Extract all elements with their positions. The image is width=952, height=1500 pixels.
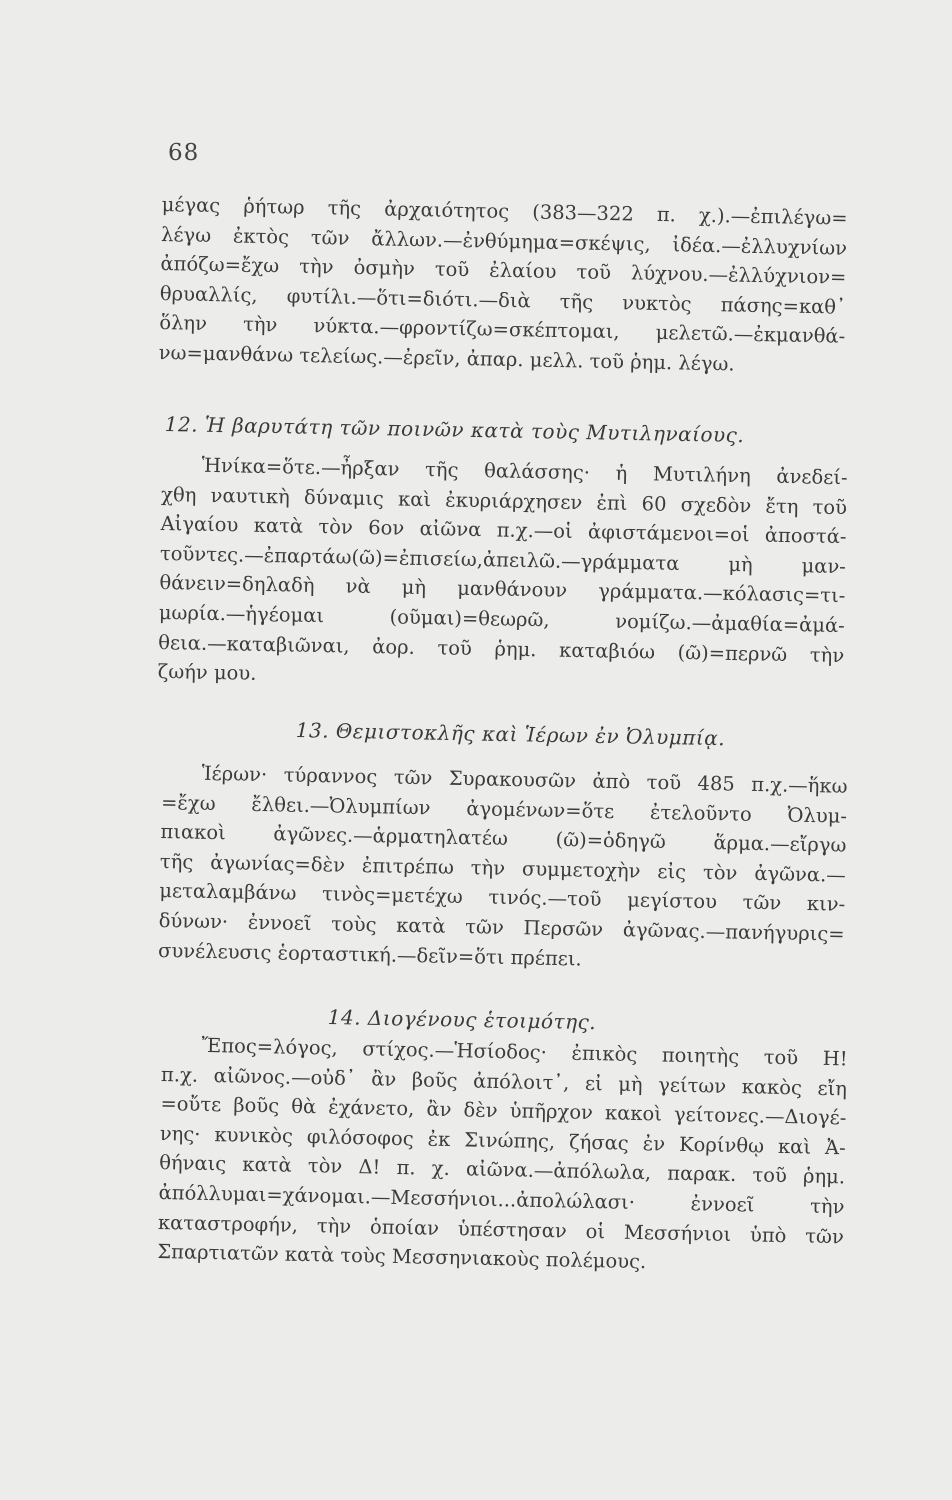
text-line: Ἔπος=λόγος, στίχος.—Ἡσίοδος· ἐπικὸς ποιητὴς τοῦ Η! [201,1033,848,1071]
text-line: χθη ναυτικὴ δύναμις καὶ ἐκυριάρχησεν ἐπὶ 60 σχεδὸν ἔτη τοῦ [160,482,848,519]
text-line: νης· κυνικὸς φιλόσοφος ἐκ Σινώπης, ζήσας ἐν Κορίνθῳ καὶ Ἀ- [159,1121,846,1160]
text-line: =ἔχω ἔλθει.—Ὀλυμπίων ἀγομένων=ὅτε ἐτελοῦντο Ὀλυμ- [160,790,848,828]
text-line: θάνειν=δηλαδὴ νὰ μὴ μανθάνουν γράμματα.—κόλασις=τι- [159,571,846,608]
text-line: τοῦντες.—ἐπαρτάω(ῶ)=ἐπισείω,ἀπειλῶ.—γράμματα μὴ μαν- [159,541,847,578]
glossary-paragraph-11 [158,190,847,381]
text-line: =οὔτε βοῦς θὰ ἐχάνετο, ἂν δὲν ὑπῆρχον κακοὶ γείτονες.—Διογέ- [160,1092,847,1130]
text-line: θεια.—καταβιῶναι, ἀορ. τοῦ ῥημ. καταβιόω (ῶ)=περνῶ τὴν [158,630,845,667]
text-line: Ἱέρων· τύραννος τῶν Συρακουσῶν ἀπὸ τοῦ 485 π.χ.—ἥκω [201,761,848,798]
text-line: πιακοὶ ἀγῶνες.—ἁρματηλατέω (ῶ)=ὁδηγῶ ἅρμα.—εἴργω [160,820,847,857]
glossary-paragraph-12 [157,450,847,700]
text-line: Ἡνίκα=ὅτε.—ἦρξαν τῆς θαλάσσης· ἡ Μυτιλήνη ἀνεδεί- [201,453,848,490]
text-line: λέγω ἐκτὸς τῶν ἄλλων.—ἐνθύμημα=σκέψις, ἰδέα.—ἐλλυχνίων [160,222,848,260]
section-heading-13: 13. Θεμιστοκλῆς καὶ Ἱέρων ἐν Ὀλυμπίᾳ. [295,718,726,751]
text-line: μεταλαμβάνω τινὸς=μετέχω τινός.—τοῦ μεγίστου τῶν κιν- [159,879,846,917]
text-line: μωρία.—ἡγέομαι (οῦμαι)=θεωρῶ, νομίζω.—ἀμαθία=ἀμά- [158,600,845,638]
text-line: ἀπόλλυμαι=χάνομαι.—Μεσσήνιοι...ἀπολώλασι· ἐννοεῖ τὴν [158,1180,845,1219]
section-heading-14: 14. Διογένους ἑτοιμότης. [327,1005,597,1035]
text-line: Αἰγαίου κατὰ τὸν 6ον αἰῶνα π.χ.—οἱ ἀφιστάμενοι=οἱ ἀποστά- [160,512,847,549]
section-heading-12: 12. Ἡ βαρυτάτη τῶν ποινῶν κατὰ τοὺς Μυτιληναίους. [164,412,745,448]
text-line: συνέλευσις ἑορταστική.—δεῖν=ὅτι πρέπει. [157,938,582,971]
text-line: νω=μανθάνω τελείως.—ἐρεῖν, ἀπαρ. μελλ. τοῦ ῥημ. λέγω. [158,340,735,376]
text-line: μέγας ῥήτωρ τῆς ἀρχαιότητος (383—322 π. χ.).—ἐπιλέγω= [161,192,848,230]
text-line: καταστροφήν, τὴν ὁποίαν ὑπέστησαν οἱ Μεσσήνιοι ὑπὸ τῶν [157,1210,845,1248]
glossary-paragraph-13 [158,758,848,979]
text-line: θρυαλλίς, φυτίλι.—ὅτι=διότι.—διὰ τῆς νυκτὸς πάσης=καθ᾿ [159,281,847,319]
text-line: θήναις κατὰ τὸν Δ! π. χ. αἰῶνα.—ἀπόλωλα, παρακ. τοῦ ῥημ. [158,1151,846,1189]
text-line: ἀπόζω=ἔχω τὴν ὀσμὴν τοῦ ἐλαίου τοῦ λύχνου.—ἐλλύχνιον= [160,252,847,289]
text-line: δύνων· ἐννοεῖ τοὺς κατὰ τῶν Περσῶν ἀγῶνας.—πανήγυρις= [158,908,845,946]
text-line: π.χ. αἰῶνος.—οὐδ᾿ ἂν βοῦς ἀπόλοιτ᾿, εἰ μὴ γείτων κακὸς εἴη [160,1062,848,1100]
text-line: Σπαρτιατῶν κατὰ τοὺς Μεσσηνιακοὺς πολέμους. [157,1240,647,1274]
text-line: τῆς ἀγωνίας=δὲν ἐπιτρέπω τὴν συμμετοχὴν εἰς τὸν ἀγῶνα.— [159,849,847,887]
text-line: ὅλην τὴν νύκτα.—φροντίζω=σκέπτομαι, μελετῶ.—ἐκμανθά- [159,311,846,349]
glossary-paragraph-14 [157,1030,848,1281]
text-line: ζωήν μου. [157,660,257,686]
page-number: 68 [168,140,200,166]
